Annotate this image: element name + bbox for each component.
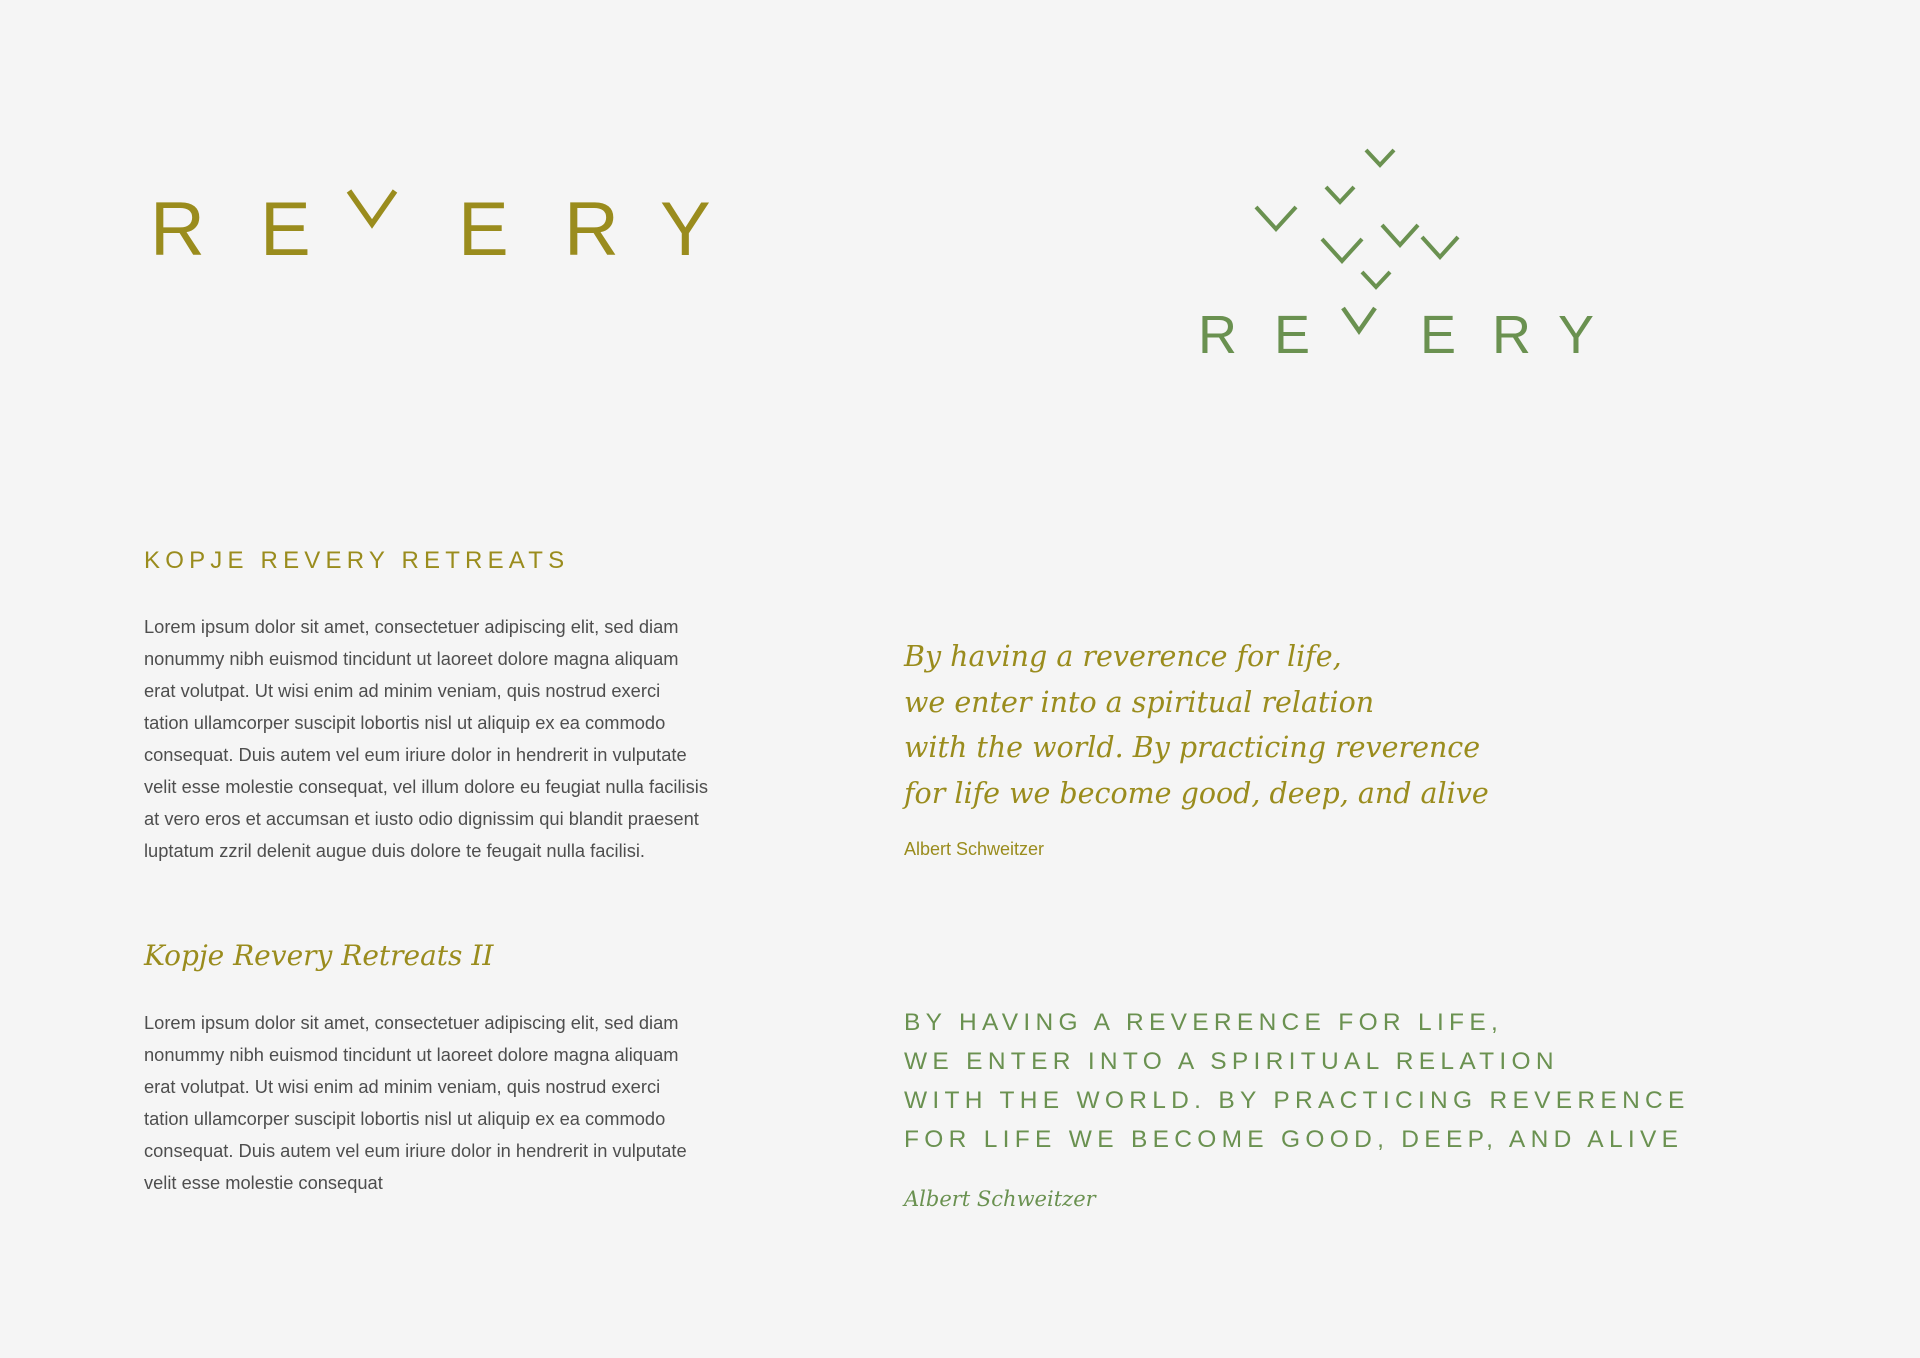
paragraph-line: tation ullamcorper suscipit lobortis nisl ut aliquip ex ea commodo: [144, 1108, 666, 1129]
logo-letter: Y: [1558, 305, 1595, 365]
quote-serif: [904, 634, 1489, 816]
paragraph-line: tation ullamcorper suscipit lobortis nisl ut aliquip ex ea commodo: [144, 712, 666, 733]
logo-letter: E: [458, 187, 509, 272]
quote-line: with the world. By practicing reverence: [904, 731, 1481, 764]
paragraph-line: consequat. Duis autem vel eum iriure dolor in hendrerit in vulputate: [144, 744, 687, 765]
section-title: KOPJE REVERY RETREATS: [144, 547, 570, 574]
quote-line: for life we become good, deep, and alive: [904, 776, 1489, 810]
paragraph-line: erat volutpat. Ut wisi enim ad minim veniam, quis nostrud exerci: [144, 680, 661, 701]
logo-letter: R: [1198, 305, 1237, 365]
logo-letter: R: [1492, 305, 1531, 365]
wordmark-logo: [150, 187, 711, 272]
birds-flock-icon: [1190, 145, 1630, 295]
quote-caps: [904, 1003, 1690, 1159]
quote-line: BY HAVING A REVERENCE FOR LIFE,: [904, 1009, 1504, 1036]
paragraph-line: velit esse molestie consequat, vel illum dolore eu feugiat nulla facilisis: [144, 776, 708, 797]
stacked-logo: [1190, 145, 1630, 365]
quote-author: Albert Schweitzer: [904, 839, 1045, 859]
quote-author: Albert Schweitzer: [904, 1187, 1096, 1211]
paragraph-line: nonummy nibh euismod tincidunt ut laoreet dolore magna aliquam: [144, 1044, 679, 1065]
paragraph-line: Lorem ipsum dolor sit amet, consectetuer adipiscing elit, sed diam: [144, 616, 679, 637]
logo-letter: E: [1420, 305, 1457, 365]
body-paragraph: [144, 1007, 784, 1199]
paragraph-line: at vero eros et accumsan et iusto odio dignissim qui blandit praesent: [144, 808, 699, 829]
section-title: Kopje Revery Retreats II: [144, 939, 494, 972]
paragraph-line: Lorem ipsum dolor sit amet, consectetuer adipiscing elit, sed diam: [144, 1012, 679, 1033]
quote-line: WITH THE WORLD. BY PRACTICING REVERENCE: [904, 1087, 1690, 1114]
quote-line: FOR LIFE WE BECOME GOOD, DEEP, AND ALIVE: [904, 1126, 1684, 1153]
paragraph-line: erat volutpat. Ut wisi enim ad minim veniam, quis nostrud exerci: [144, 1076, 661, 1097]
paragraph-line: luptatum zzril delenit augue duis dolore te feugait nulla facilisi.: [144, 840, 645, 861]
body-paragraph: [144, 611, 784, 867]
paragraph-line: velit esse molestie consequat: [144, 1172, 383, 1193]
quote-line: WE ENTER INTO A SPIRITUAL RELATION: [904, 1048, 1559, 1075]
quote-line: we enter into a spiritual relation: [904, 685, 1375, 719]
paragraph-line: consequat. Duis autem vel eum iriure dolor in hendrerit in vulputate: [144, 1140, 687, 1161]
chevron-v-icon: [346, 188, 398, 230]
logo-letter: Y: [660, 187, 711, 272]
logo-letter: R: [564, 187, 619, 272]
logo-letter: R: [150, 187, 205, 272]
quote-line: By having a reverence for life,: [904, 640, 1342, 673]
logo-letter: E: [260, 187, 311, 272]
chevron-v-icon: [1340, 305, 1378, 337]
paragraph-line: nonummy nibh euismod tincidunt ut laoreet dolore magna aliquam: [144, 648, 679, 669]
logo-letter: E: [1274, 305, 1311, 365]
